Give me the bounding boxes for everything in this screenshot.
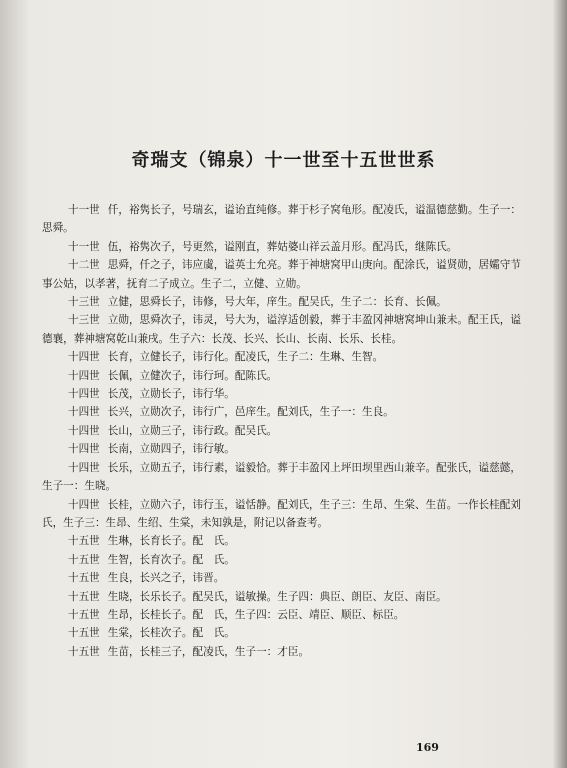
entry-text: 长育，立健长子，讳行化。配凌氏，生子二：生琳、生智。 <box>107 351 384 364</box>
generation-label: 十五世 <box>68 590 100 603</box>
generation-label: 十四世 <box>68 406 100 419</box>
entry-text: 思舜，仟之子，讳应虞，谥英士允亮。葬于神塘窝甲山庚向。配涂氏，谥贤勋，居孀守节事公姑，以孝著，抚育二子成立。生子二，立健、立勋。 <box>42 259 521 290</box>
entry-text: 生良，长兴之子，讳晋。 <box>107 572 225 585</box>
generation-label: 十五世 <box>68 553 100 566</box>
entry-text: 仟，裕隽长子，号瑞玄，谥诒直纯修。葬于杉子窝龟形。配凌氏，谥温德慈勤。生子一：思舜。 <box>42 204 521 235</box>
genealogy-entry <box>42 201 528 238</box>
generation-label: 十五世 <box>68 608 100 621</box>
genealogy-entry <box>42 256 528 293</box>
entry-text: 伍，裕隽次子，号更然，谥刚直，葬姑婆山祥云盖月形。配冯氏，继陈氏。 <box>107 240 458 253</box>
entry-text: 长乐，立勋五子，讳行素，谥毅恰。葬于丰盈冈上坪田坝里西山兼辛。配张氏，谥慈懿，生子一：生晓。 <box>42 461 521 493</box>
genealogy-entry <box>42 606 528 624</box>
genealogy-entry <box>42 624 528 642</box>
entry-text: 生苗，长桂三子，配凌氏，生子一：才臣。 <box>107 645 310 658</box>
generation-label: 十五世 <box>68 535 100 548</box>
genealogy-entry <box>42 348 528 366</box>
entry-text: 生琳，长育长子。配 氏。 <box>107 535 235 548</box>
generation-label: 十一世 <box>68 240 100 253</box>
entry-text: 长山，立勋三子，讳行政。配吴氏。 <box>107 424 278 437</box>
generation-label: 十四世 <box>68 369 100 382</box>
genealogy-entry <box>42 385 528 403</box>
entry-text: 长兴，立勋次子，讳行广，邑庠生。配刘氏，生子一：生良。 <box>107 406 394 419</box>
genealogy-entry <box>42 459 528 496</box>
generation-label: 十四世 <box>68 461 100 474</box>
generation-label: 十四世 <box>68 443 100 456</box>
generation-label: 十五世 <box>68 572 100 585</box>
genealogy-entry <box>42 440 528 458</box>
genealogy-entry <box>42 496 528 533</box>
generation-label: 十三世 <box>68 296 100 309</box>
genealogy-entry <box>42 422 528 440</box>
genealogy-entry <box>42 403 528 421</box>
generation-label: 十四世 <box>68 388 100 401</box>
entry-text: 生棠，长桂次子。配 氏。 <box>107 627 235 640</box>
generation-label: 十一世 <box>68 204 100 216</box>
entry-text: 长佩，立健次子，讳行珂。配陈氏。 <box>107 369 278 382</box>
generation-label: 十五世 <box>68 627 100 640</box>
generation-label: 十四世 <box>68 424 100 437</box>
generation-label: 十四世 <box>68 498 100 511</box>
entry-text: 生晓，长乐长子。配吴氏，谥敏操。生子四：典臣、朗臣、友臣、南臣。 <box>107 590 447 603</box>
genealogy-entry <box>42 588 528 606</box>
entry-text: 长桂，立勋六子，讳行玉，谥恬静。配刘氏，生子三：生昂、生棠、生苗。一作长桂配刘氏，生子三：生昂、生绍、生棠，未知孰是，附记以备查考。 <box>42 498 521 529</box>
generation-label: 十三世 <box>68 314 100 327</box>
entry-text: 立勋，思舜次子，讳灵，号大为，谥淳适创毅，葬于丰盈冈神塘窝坤山兼未。配王氏，谥德襄，葬神塘窝乾山兼戌。生子六：长茂、长兴、长山、长南、长乐、长桂。 <box>42 314 521 345</box>
entry-text: 生昂，长桂长子。配 氏，生子四：云臣、靖臣、顺臣、标臣。 <box>107 608 405 621</box>
page-number: 169 <box>416 741 439 754</box>
genealogy-body <box>42 201 528 661</box>
entry-text: 立健，思舜长子，讳修，号大年，庠生。配吴氏，生子二：长育、长佩。 <box>107 296 447 309</box>
generation-label: 十五世 <box>68 645 100 658</box>
entry-text: 长茂，立勋长子，讳行华。 <box>107 388 235 401</box>
generation-label: 十二世 <box>68 259 100 272</box>
genealogy-entry <box>42 238 528 256</box>
genealogy-entry <box>42 293 528 311</box>
page-title: 奇瑞支（锦泉）十一世至十五世世系 <box>131 150 436 171</box>
genealogy-entry <box>42 367 528 385</box>
genealogy-entry <box>42 569 528 587</box>
genealogy-entry <box>42 532 528 550</box>
page-spine-shadow <box>553 0 567 768</box>
genealogy-entry <box>42 551 528 569</box>
entry-text: 长南，立勋四子，讳行敏。 <box>107 443 235 456</box>
genealogy-entry <box>42 643 528 661</box>
generation-label: 十四世 <box>68 351 100 364</box>
entry-text: 生智，长育次子。配 氏。 <box>107 553 235 566</box>
genealogy-entry <box>42 311 528 348</box>
